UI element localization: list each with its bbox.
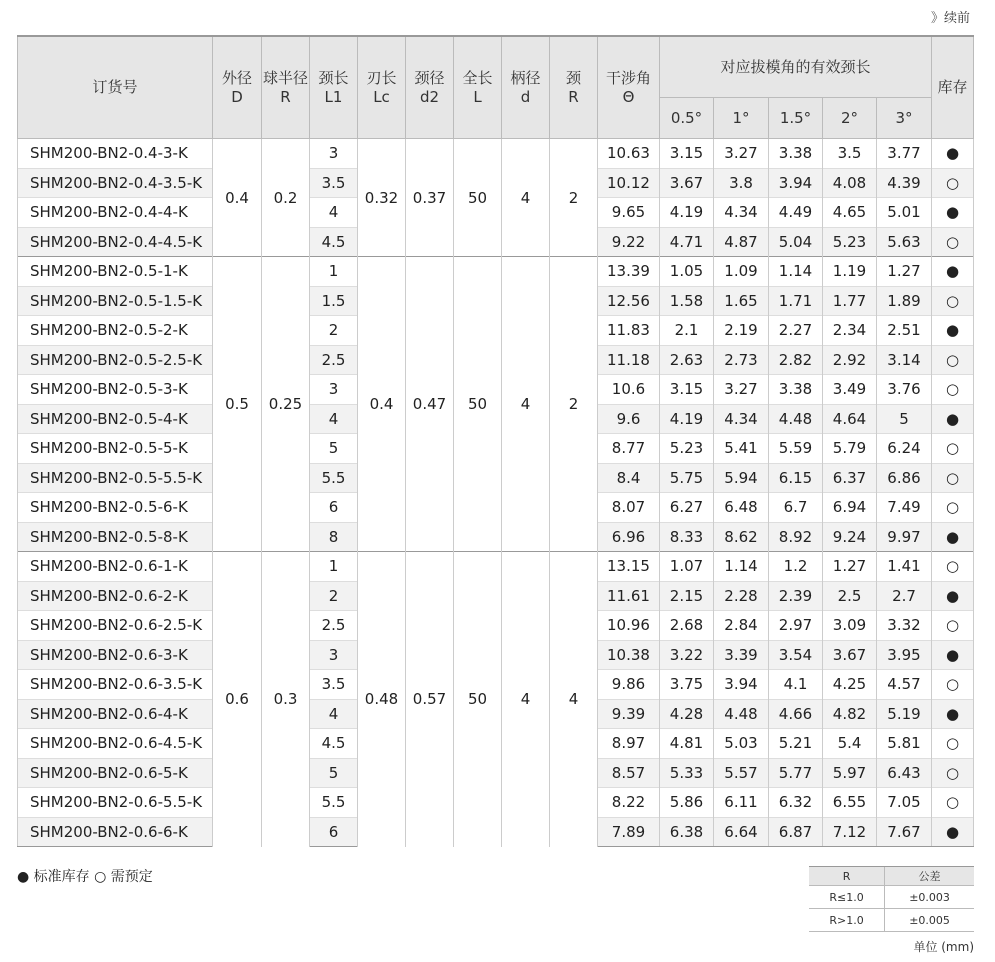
cell-effective-length: 2.15 [660, 581, 714, 611]
cell-effective-length: 6.15 [769, 463, 823, 493]
cell-effective-length: 3.09 [823, 611, 877, 641]
cell-effective-length: 3.15 [660, 375, 714, 405]
stock-indicator: ○ [932, 434, 974, 464]
header-stock: 库存 [932, 36, 974, 139]
cell-D: 0.4 [213, 139, 262, 257]
cell-L1: 3.5 [310, 168, 358, 198]
cell-effective-length: 5.23 [823, 227, 877, 257]
cell-effective-length: 5.03 [714, 729, 769, 759]
cell-L1: 1 [310, 552, 358, 582]
header-effective-length: 对应拔模角的有效颈长 [660, 36, 932, 98]
cell-effective-length: 4.57 [877, 670, 932, 700]
cell-effective-length: 6.32 [769, 788, 823, 818]
cell-effective-length: 5.94 [714, 463, 769, 493]
cell-effective-length: 6.7 [769, 493, 823, 523]
stock-indicator: ● [932, 581, 974, 611]
stock-indicator: ○ [932, 463, 974, 493]
cell-Lc: 0.32 [358, 139, 406, 257]
cell-effective-length: 5.21 [769, 729, 823, 759]
header-code: 订货号 [18, 36, 213, 139]
cell-effective-length: 4.87 [714, 227, 769, 257]
cell-theta: 7.89 [598, 817, 660, 847]
cell-effective-length: 5.59 [769, 434, 823, 464]
header-L: 全长 L [454, 36, 502, 139]
cell-effective-length: 4.1 [769, 670, 823, 700]
stock-indicator: ○ [932, 552, 974, 582]
header-D: 外径 D [213, 36, 262, 139]
cell-theta: 8.57 [598, 758, 660, 788]
cell-theta: 13.15 [598, 552, 660, 582]
cell-d: 4 [502, 139, 550, 257]
order-code: SHM200-BN2-0.5-2-K [18, 316, 213, 346]
cell-effective-length: 1.27 [877, 257, 932, 287]
order-code: SHM200-BN2-0.5-2.5-K [18, 345, 213, 375]
cell-effective-length: 4.65 [823, 198, 877, 228]
cell-effective-length: 2.5 [823, 581, 877, 611]
cell-neck-R: 4 [550, 552, 598, 847]
order-code: SHM200-BN2-0.5-8-K [18, 522, 213, 552]
cell-theta: 13.39 [598, 257, 660, 287]
order-code: SHM200-BN2-0.4-4.5-K [18, 227, 213, 257]
cell-effective-length: 4.81 [660, 729, 714, 759]
stock-indicator: ● [932, 404, 974, 434]
cell-d2: 0.37 [406, 139, 454, 257]
stock-indicator: ○ [932, 168, 974, 198]
stock-indicator: ○ [932, 729, 974, 759]
cell-R: 0.3 [262, 552, 310, 847]
cell-effective-length: 1.07 [660, 552, 714, 582]
cell-effective-length: 2.34 [823, 316, 877, 346]
cell-effective-length: 5.04 [769, 227, 823, 257]
cell-effective-length: 4.19 [660, 198, 714, 228]
header-R: 球半径 R [262, 36, 310, 139]
cell-L1: 4 [310, 404, 358, 434]
cell-effective-length: 5.4 [823, 729, 877, 759]
cell-effective-length: 6.38 [660, 817, 714, 847]
cell-L1: 2 [310, 316, 358, 346]
stock-indicator: ● [932, 522, 974, 552]
cell-effective-length: 7.12 [823, 817, 877, 847]
cell-effective-length: 4.82 [823, 699, 877, 729]
cell-effective-length: 1.71 [769, 286, 823, 316]
cell-L1: 6 [310, 817, 358, 847]
cell-L1: 8 [310, 522, 358, 552]
header-angle: 1° [714, 98, 769, 139]
cell-d2: 0.57 [406, 552, 454, 847]
cell-L1: 5 [310, 434, 358, 464]
cell-L1: 4.5 [310, 227, 358, 257]
cell-theta: 8.97 [598, 729, 660, 759]
cell-R: 0.25 [262, 257, 310, 552]
order-code: SHM200-BN2-0.5-1.5-K [18, 286, 213, 316]
cell-theta: 10.12 [598, 168, 660, 198]
order-code: SHM200-BN2-0.6-1-K [18, 552, 213, 582]
cell-effective-length: 3.22 [660, 640, 714, 670]
cell-theta: 6.96 [598, 522, 660, 552]
cell-theta: 10.96 [598, 611, 660, 641]
cell-L1: 3 [310, 640, 358, 670]
cell-effective-length: 1.89 [877, 286, 932, 316]
stock-indicator: ○ [932, 788, 974, 818]
order-code: SHM200-BN2-0.5-4-K [18, 404, 213, 434]
cell-effective-length: 3.39 [714, 640, 769, 670]
header-angle: 3° [877, 98, 932, 139]
stock-indicator: ○ [932, 375, 974, 405]
cell-effective-length: 4.48 [714, 699, 769, 729]
cell-effective-length: 6.24 [877, 434, 932, 464]
table-row [18, 139, 974, 169]
order-code: SHM200-BN2-0.6-3-K [18, 640, 213, 670]
cell-D: 0.5 [213, 257, 262, 552]
cell-effective-length: 5.41 [714, 434, 769, 464]
header-L1: 颈长 L1 [310, 36, 358, 139]
cell-L1: 4.5 [310, 729, 358, 759]
order-code: SHM200-BN2-0.6-4-K [18, 699, 213, 729]
cell-effective-length: 6.48 [714, 493, 769, 523]
cell-effective-length: 5.86 [660, 788, 714, 818]
cell-effective-length: 5.63 [877, 227, 932, 257]
cell-effective-length: 6.55 [823, 788, 877, 818]
stock-indicator: ● [932, 699, 974, 729]
cell-d: 4 [502, 257, 550, 552]
cell-effective-length: 3.94 [769, 168, 823, 198]
stock-indicator: ● [932, 257, 974, 287]
stock-indicator: ● [932, 139, 974, 169]
cell-L1: 3 [310, 375, 358, 405]
tolerance-cell: R≤1.0 [809, 886, 885, 909]
cell-Lc: 0.48 [358, 552, 406, 847]
cell-L: 50 [454, 139, 502, 257]
cell-effective-length: 5.01 [877, 198, 932, 228]
cell-effective-length: 3.15 [660, 139, 714, 169]
tolerance-header: R [809, 867, 885, 886]
cell-theta: 9.65 [598, 198, 660, 228]
order-code: SHM200-BN2-0.5-3-K [18, 375, 213, 405]
cell-effective-length: 2.27 [769, 316, 823, 346]
stock-indicator: ● [932, 198, 974, 228]
cell-effective-length: 6.43 [877, 758, 932, 788]
cell-effective-length: 7.05 [877, 788, 932, 818]
order-code: SHM200-BN2-0.4-3-K [18, 139, 213, 169]
header-d2: 颈径 d2 [406, 36, 454, 139]
cell-L1: 2.5 [310, 611, 358, 641]
stock-indicator: ○ [932, 670, 974, 700]
continued-label: 》续前 [930, 11, 970, 26]
legend-order: ○ 需预定 [94, 869, 153, 885]
cell-effective-length: 2.28 [714, 581, 769, 611]
cell-theta: 10.6 [598, 375, 660, 405]
cell-effective-length: 4.48 [769, 404, 823, 434]
cell-theta: 8.77 [598, 434, 660, 464]
cell-L1: 5.5 [310, 788, 358, 818]
cell-effective-length: 6.64 [714, 817, 769, 847]
cell-effective-length: 6.11 [714, 788, 769, 818]
cell-effective-length: 3.76 [877, 375, 932, 405]
tolerance-cell: ±0.005 [885, 909, 974, 932]
cell-effective-length: 5.97 [823, 758, 877, 788]
cell-effective-length: 4.49 [769, 198, 823, 228]
stock-indicator: ● [932, 316, 974, 346]
cell-L1: 1.5 [310, 286, 358, 316]
cell-theta: 9.39 [598, 699, 660, 729]
stock-indicator: ○ [932, 227, 974, 257]
cell-theta: 8.4 [598, 463, 660, 493]
cell-Lc: 0.4 [358, 257, 406, 552]
cell-effective-length: 8.92 [769, 522, 823, 552]
cell-effective-length: 5.33 [660, 758, 714, 788]
cell-effective-length: 5.57 [714, 758, 769, 788]
tolerance-cell: ±0.003 [885, 886, 974, 909]
cell-effective-length: 4.39 [877, 168, 932, 198]
cell-effective-length: 2.19 [714, 316, 769, 346]
cell-L1: 4 [310, 699, 358, 729]
cell-effective-length: 1.65 [714, 286, 769, 316]
order-code: SHM200-BN2-0.6-2-K [18, 581, 213, 611]
cell-effective-length: 5.81 [877, 729, 932, 759]
header-angle: 1.5° [769, 98, 823, 139]
cell-D: 0.6 [213, 552, 262, 847]
cell-effective-length: 3.38 [769, 375, 823, 405]
stock-indicator: ● [932, 817, 974, 847]
cell-effective-length: 1.14 [714, 552, 769, 582]
cell-effective-length: 4.34 [714, 198, 769, 228]
cell-effective-length: 4.71 [660, 227, 714, 257]
order-code: SHM200-BN2-0.6-2.5-K [18, 611, 213, 641]
cell-effective-length: 3.67 [823, 640, 877, 670]
cell-theta: 8.22 [598, 788, 660, 818]
header-angle: 0.5° [660, 98, 714, 139]
cell-effective-length: 3.32 [877, 611, 932, 641]
order-code: SHM200-BN2-0.5-1-K [18, 257, 213, 287]
cell-effective-length: 2.97 [769, 611, 823, 641]
product-table [17, 35, 974, 847]
cell-effective-length: 2.39 [769, 581, 823, 611]
cell-d: 4 [502, 552, 550, 847]
cell-effective-length: 9.97 [877, 522, 932, 552]
cell-effective-length: 4.25 [823, 670, 877, 700]
cell-effective-length: 8.33 [660, 522, 714, 552]
cell-effective-length: 6.86 [877, 463, 932, 493]
cell-L1: 5.5 [310, 463, 358, 493]
cell-effective-length: 2.84 [714, 611, 769, 641]
cell-effective-length: 4.28 [660, 699, 714, 729]
order-code: SHM200-BN2-0.6-3.5-K [18, 670, 213, 700]
cell-neck-R: 2 [550, 257, 598, 552]
cell-effective-length: 8.62 [714, 522, 769, 552]
cell-effective-length: 1.19 [823, 257, 877, 287]
cell-effective-length: 3.5 [823, 139, 877, 169]
cell-effective-length: 6.87 [769, 817, 823, 847]
tolerance-cell: R>1.0 [809, 909, 885, 932]
cell-d2: 0.47 [406, 257, 454, 552]
order-code: SHM200-BN2-0.6-5.5-K [18, 788, 213, 818]
cell-effective-length: 1.09 [714, 257, 769, 287]
cell-effective-length: 5.79 [823, 434, 877, 464]
cell-L1: 2 [310, 581, 358, 611]
cell-effective-length: 1.27 [823, 552, 877, 582]
cell-theta: 12.56 [598, 286, 660, 316]
cell-effective-length: 3.27 [714, 139, 769, 169]
header-theta: 干涉角 Θ [598, 36, 660, 139]
cell-effective-length: 6.37 [823, 463, 877, 493]
cell-effective-length: 2.63 [660, 345, 714, 375]
cell-effective-length: 1.58 [660, 286, 714, 316]
order-code: SHM200-BN2-0.5-5.5-K [18, 463, 213, 493]
cell-effective-length: 3.14 [877, 345, 932, 375]
stock-indicator: ● [932, 640, 974, 670]
legend-in-stock: ● 标准库存 [17, 869, 90, 885]
stock-legend [17, 866, 153, 886]
cell-L1: 2.5 [310, 345, 358, 375]
tolerance-table [809, 866, 974, 932]
cell-theta: 11.61 [598, 581, 660, 611]
cell-effective-length: 2.68 [660, 611, 714, 641]
cell-theta: 10.38 [598, 640, 660, 670]
cell-effective-length: 7.49 [877, 493, 932, 523]
cell-L: 50 [454, 257, 502, 552]
header-angle: 2° [823, 98, 877, 139]
order-code: SHM200-BN2-0.5-5-K [18, 434, 213, 464]
unit-label: 单位 (mm) [913, 940, 974, 954]
stock-indicator: ○ [932, 493, 974, 523]
order-code: SHM200-BN2-0.4-3.5-K [18, 168, 213, 198]
cell-effective-length: 9.24 [823, 522, 877, 552]
cell-effective-length: 3.8 [714, 168, 769, 198]
cell-R: 0.2 [262, 139, 310, 257]
cell-effective-length: 4.66 [769, 699, 823, 729]
cell-effective-length: 1.77 [823, 286, 877, 316]
cell-effective-length: 2.82 [769, 345, 823, 375]
order-code: SHM200-BN2-0.6-4.5-K [18, 729, 213, 759]
cell-theta: 9.86 [598, 670, 660, 700]
cell-effective-length: 2.7 [877, 581, 932, 611]
table-row [18, 552, 974, 582]
cell-effective-length: 4.34 [714, 404, 769, 434]
tolerance-header: 公差 [885, 867, 974, 886]
cell-theta: 11.18 [598, 345, 660, 375]
order-code: SHM200-BN2-0.4-4-K [18, 198, 213, 228]
stock-indicator: ○ [932, 345, 974, 375]
cell-theta: 11.83 [598, 316, 660, 346]
stock-indicator: ○ [932, 611, 974, 641]
cell-theta: 8.07 [598, 493, 660, 523]
cell-effective-length: 3.27 [714, 375, 769, 405]
cell-effective-length: 5.77 [769, 758, 823, 788]
cell-L1: 3.5 [310, 670, 358, 700]
cell-effective-length: 6.27 [660, 493, 714, 523]
cell-L1: 4 [310, 198, 358, 228]
cell-effective-length: 5 [877, 404, 932, 434]
cell-effective-length: 1.41 [877, 552, 932, 582]
order-code: SHM200-BN2-0.6-6-K [18, 817, 213, 847]
cell-effective-length: 4.19 [660, 404, 714, 434]
header-d: 柄径 d [502, 36, 550, 139]
cell-effective-length: 7.67 [877, 817, 932, 847]
cell-effective-length: 1.05 [660, 257, 714, 287]
cell-effective-length: 3.77 [877, 139, 932, 169]
cell-effective-length: 3.94 [714, 670, 769, 700]
header-neck-R: 颈 R [550, 36, 598, 139]
cell-effective-length: 3.54 [769, 640, 823, 670]
stock-indicator: ○ [932, 758, 974, 788]
cell-effective-length: 1.2 [769, 552, 823, 582]
cell-effective-length: 1.14 [769, 257, 823, 287]
cell-effective-length: 5.75 [660, 463, 714, 493]
cell-effective-length: 2.92 [823, 345, 877, 375]
cell-effective-length: 3.95 [877, 640, 932, 670]
cell-effective-length: 3.49 [823, 375, 877, 405]
cell-L1: 6 [310, 493, 358, 523]
order-code: SHM200-BN2-0.5-6-K [18, 493, 213, 523]
cell-effective-length: 2.51 [877, 316, 932, 346]
cell-effective-length: 3.67 [660, 168, 714, 198]
cell-effective-length: 2.1 [660, 316, 714, 346]
header-Lc: 刃长 Lc [358, 36, 406, 139]
cell-effective-length: 4.64 [823, 404, 877, 434]
cell-L1: 3 [310, 139, 358, 169]
order-code: SHM200-BN2-0.6-5-K [18, 758, 213, 788]
cell-effective-length: 5.19 [877, 699, 932, 729]
cell-L: 50 [454, 552, 502, 847]
cell-theta: 9.22 [598, 227, 660, 257]
cell-effective-length: 3.38 [769, 139, 823, 169]
cell-effective-length: 4.08 [823, 168, 877, 198]
cell-L1: 5 [310, 758, 358, 788]
cell-neck-R: 2 [550, 139, 598, 257]
cell-L1: 1 [310, 257, 358, 287]
cell-theta: 9.6 [598, 404, 660, 434]
stock-indicator: ○ [932, 286, 974, 316]
cell-effective-length: 3.75 [660, 670, 714, 700]
cell-effective-length: 2.73 [714, 345, 769, 375]
cell-effective-length: 5.23 [660, 434, 714, 464]
cell-theta: 10.63 [598, 139, 660, 169]
table-row [18, 257, 974, 287]
cell-effective-length: 6.94 [823, 493, 877, 523]
